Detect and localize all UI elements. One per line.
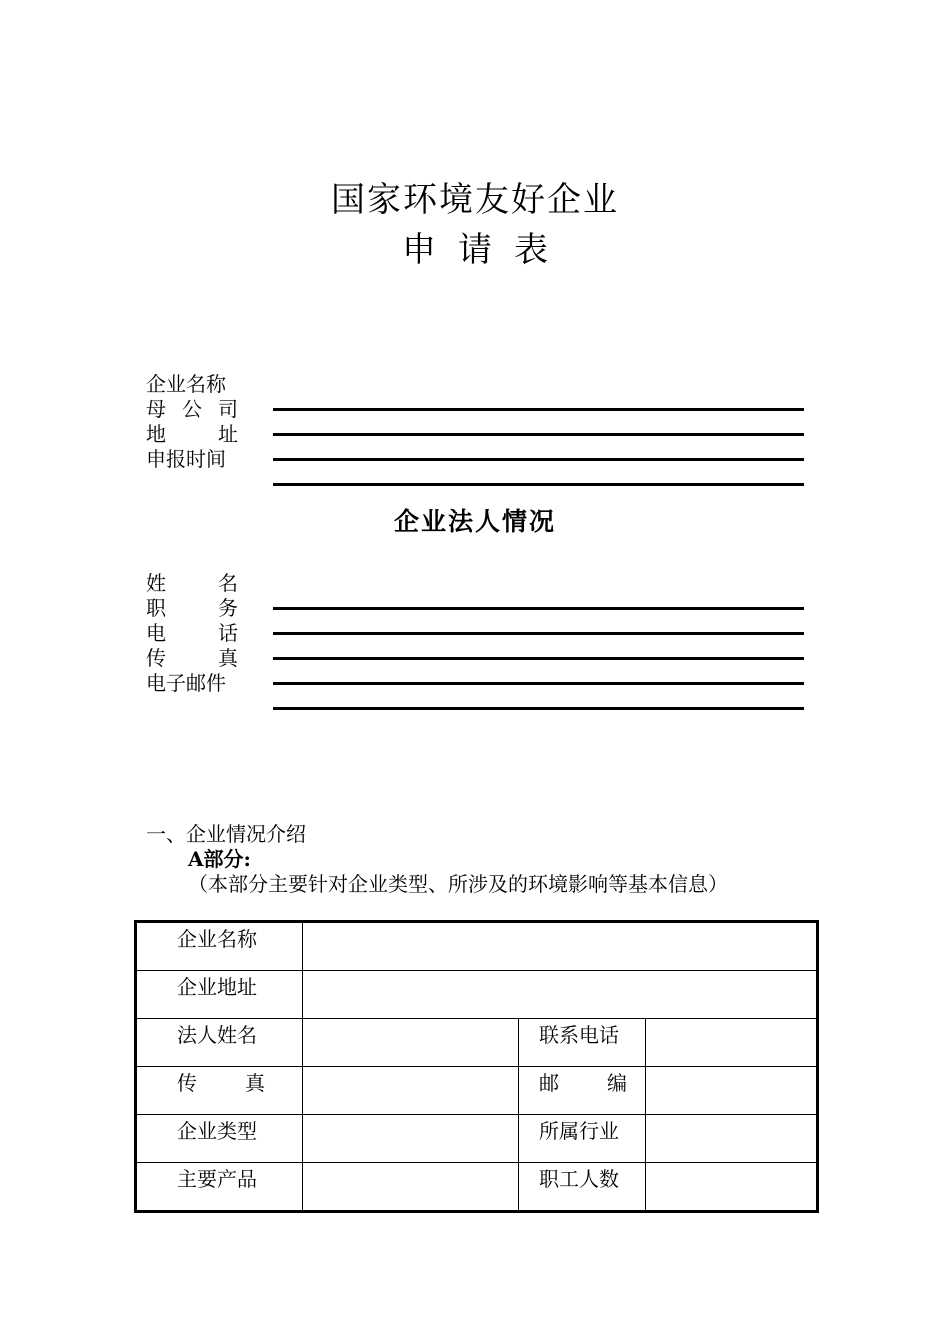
cover-field-address-line[interactable]: [273, 458, 804, 461]
table-input-company-type[interactable]: [303, 1115, 519, 1163]
legal-field-fax-line[interactable]: [273, 682, 804, 685]
cover-label-company-name: 企业名称: [146, 372, 226, 396]
table-label-postcode: 邮编: [539, 1071, 627, 1095]
cover-label-parent-company: 母公司: [146, 397, 238, 421]
table-label-company-name: 企业名称: [177, 927, 257, 951]
part-a-label: A部分:: [188, 847, 251, 871]
table-input-main-products[interactable]: [303, 1163, 519, 1212]
legal-person-heading: 企业法人情况: [393, 507, 556, 536]
cover-label-address: 地址: [146, 422, 238, 446]
table-input-employee-count[interactable]: [646, 1163, 818, 1212]
cover-label-apply-date: 申报时间: [146, 447, 226, 471]
table-row: [136, 1163, 818, 1212]
table-input-company-name[interactable]: [303, 922, 818, 971]
table-label-cell: [519, 1115, 646, 1163]
legal-label-fax: 传真: [146, 646, 238, 670]
table-label-company-type: 企业类型: [177, 1119, 257, 1143]
table-row: [136, 971, 818, 1019]
table-label-cell: [136, 1163, 303, 1212]
table-input-fax[interactable]: [303, 1067, 519, 1115]
table-row: [136, 1115, 818, 1163]
table-input-industry[interactable]: [646, 1115, 818, 1163]
table-label-cell: [519, 1067, 646, 1115]
legal-label-email: 电子邮件: [146, 671, 226, 695]
table-label-legal-person-name: 法人姓名: [177, 1023, 257, 1047]
company-info-table: [134, 920, 819, 1213]
table-label-fax: 传真: [177, 1071, 265, 1095]
table-label-cell: [136, 1115, 303, 1163]
table-label-company-address: 企业地址: [177, 975, 257, 999]
legal-label-name: 姓名: [146, 571, 238, 595]
table-row: [136, 1067, 818, 1115]
table-input-company-address[interactable]: [303, 971, 818, 1019]
table-label-industry: 所属行业: [539, 1119, 619, 1143]
legal-label-position: 职务: [146, 596, 238, 620]
legal-field-phone-line[interactable]: [273, 657, 804, 660]
form-subtitle: 申请表: [402, 230, 570, 270]
table-label-cell: [519, 1163, 646, 1212]
table-label-cell: [136, 1019, 303, 1067]
cover-field-parent-company-line[interactable]: [273, 433, 804, 436]
table-label-cell: [136, 1067, 303, 1115]
table-row: [136, 922, 818, 971]
legal-field-name-line[interactable]: [273, 607, 804, 610]
form-title: 国家环境友好企业: [331, 180, 619, 220]
table-input-contact-phone[interactable]: [646, 1019, 818, 1067]
table-input-legal-person-name[interactable]: [303, 1019, 519, 1067]
cover-field-company-name-line[interactable]: [273, 408, 804, 411]
cover-field-apply-date-line[interactable]: [273, 483, 804, 486]
table-label-contact-phone: 联系电话: [539, 1023, 619, 1047]
section-one-heading: 一、企业情况介绍: [146, 822, 306, 846]
table-label-cell: [136, 971, 303, 1019]
table-input-postcode[interactable]: [646, 1067, 818, 1115]
table-label-employee-count: 职工人数: [539, 1167, 619, 1191]
part-a-note: （本部分主要针对企业类型、所涉及的环境影响等基本信息）: [188, 872, 728, 896]
table-label-main-products: 主要产品: [177, 1167, 257, 1191]
legal-field-position-line[interactable]: [273, 632, 804, 635]
legal-field-email-line[interactable]: [273, 707, 804, 710]
table-label-cell: [136, 922, 303, 971]
table-row: [136, 1019, 818, 1067]
legal-label-phone: 电话: [146, 621, 238, 645]
table-label-cell: [519, 1019, 646, 1067]
